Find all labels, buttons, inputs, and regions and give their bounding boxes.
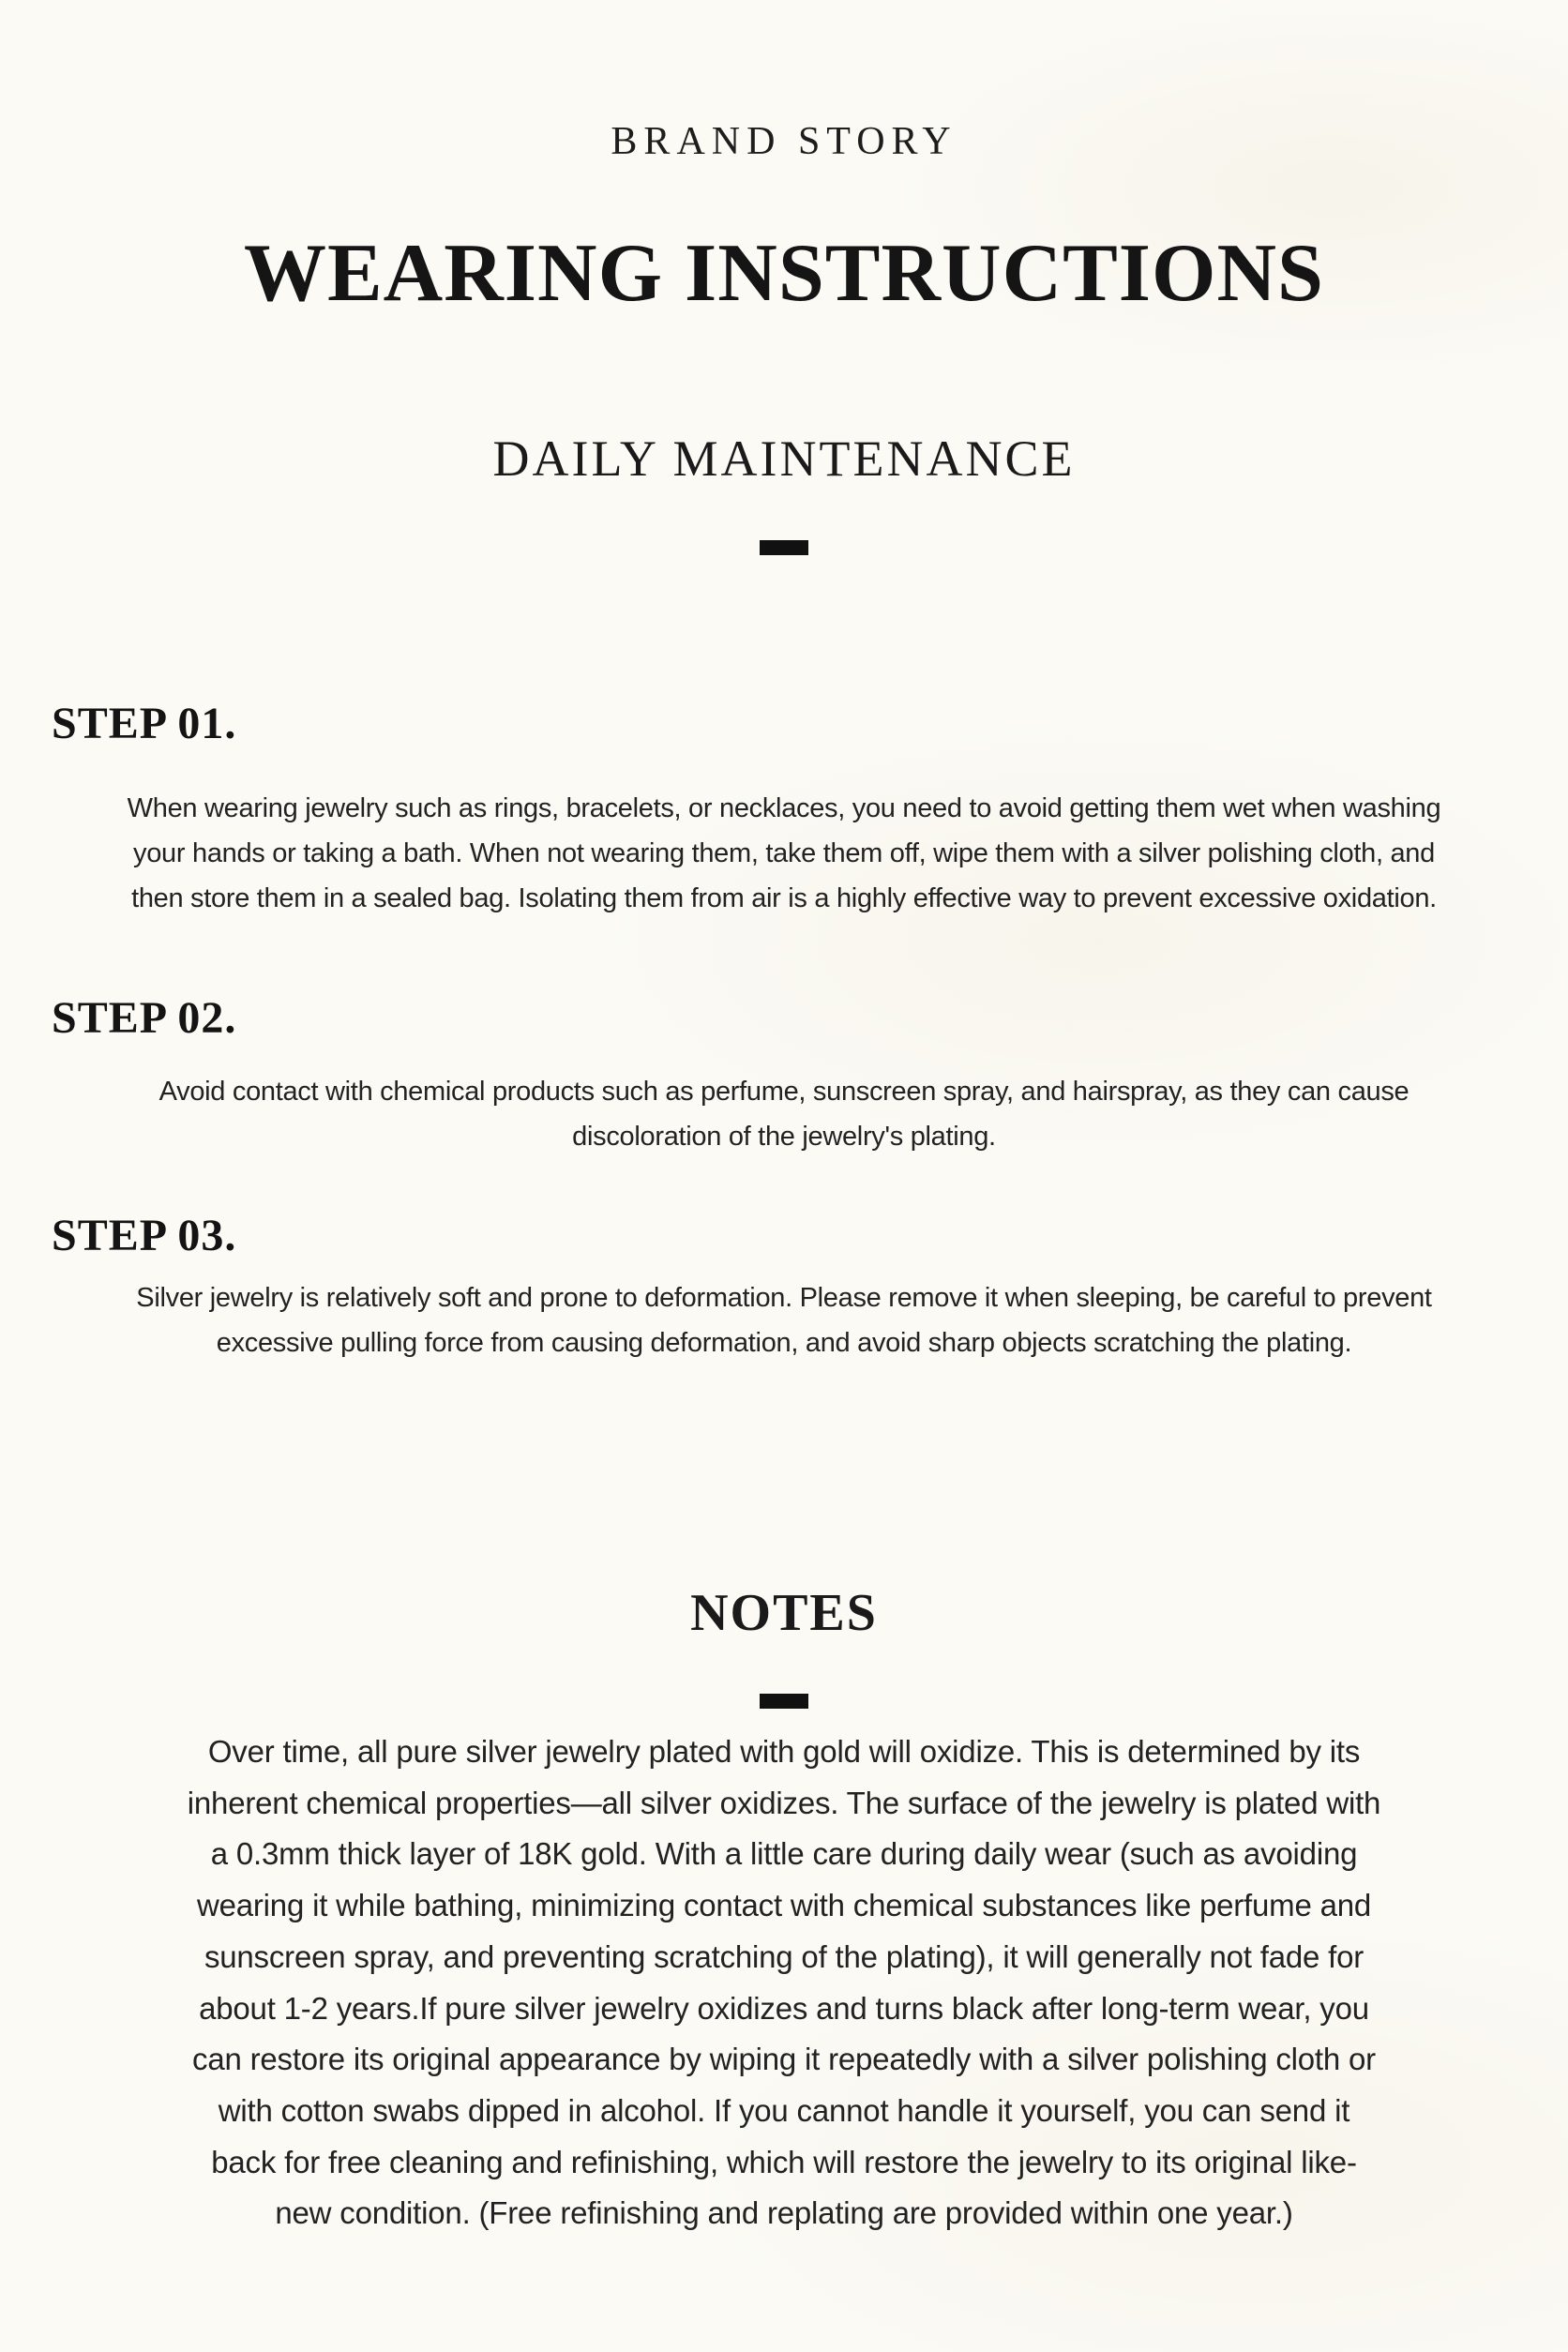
brand-story-eyebrow: BRAND STORY [611, 120, 957, 163]
step-02-line: Avoid contact with chemical products such as perfume, sunscreen spray, and hairspray, as they can cause [158, 1077, 1410, 1107]
step-01-line: your hands or taking a bath. When not wearing them, take them off, wipe them with a silver polishing cloth, and [133, 838, 1435, 868]
step-03-paragraph [0, 1275, 1568, 1365]
daily-maintenance-heading: DAILY MAINTENANCE [492, 430, 1076, 487]
step-03-line: Silver jewelry is relatively soft and prone to deformation. Please remove it when sleeping, be careful to prevent [136, 1283, 1432, 1313]
divider-bar [760, 540, 808, 555]
notes-line: a 0.3mm thick layer of 18K gold. With a little care during daily wear (such as avoiding [210, 1836, 1358, 1872]
notes-line: sunscreen spray, and preventing scratching of the plating), it will generally not fade for [204, 1938, 1364, 1974]
page-title: WEARING INSTRUCTIONS [243, 228, 1324, 319]
notes-paragraph [0, 1726, 1568, 2239]
notes-line: with cotton swabs dipped in alcohol. If you cannot handle it yourself, you can send it [218, 2092, 1350, 2128]
notes-line: back for free cleaning and refinishing, which will restore the jewelry to its original like- [211, 2144, 1357, 2179]
notes-line: about 1-2 years.If pure silver jewelry oxidizes and turns black after long-term wear, you [199, 1990, 1369, 2026]
notes-heading: NOTES [690, 1584, 878, 1642]
step-02-heading: STEP 02. [52, 993, 237, 1043]
step-03-heading: STEP 03. [52, 1211, 237, 1260]
notes-line: new condition. (Free refinishing and replating are provided within one year.) [275, 2195, 1293, 2231]
notes-line: wearing it while bathing, minimizing contact with chemical substances like perfume and [196, 1888, 1372, 1923]
step-03-line: excessive pulling force from causing deformation, and avoid sharp objects scratching the plating. [216, 1328, 1352, 1358]
notes-line: Over time, all pure silver jewelry plated with gold will oxidize. This is determined by its [207, 1734, 1361, 1769]
step-02-line: discoloration of the jewelry's plating. [572, 1122, 996, 1152]
step-02-paragraph [0, 1069, 1568, 1159]
step-01-paragraph [0, 786, 1568, 921]
notes-line: inherent chemical properties—all silver oxidizes. The surface of the jewelry is plated with [187, 1785, 1381, 1820]
step-01-line: When wearing jewelry such as rings, bracelets, or necklaces, you need to avoid getting them wet when washing [127, 793, 1441, 823]
notes-line: can restore its original appearance by wiping it repeatedly with a silver polishing cloth or [192, 2042, 1376, 2077]
step-01-line: then store them in a sealed bag. Isolating them from air is a highly effective way to prevent excessive oxidation. [131, 883, 1437, 913]
step-01-heading: STEP 01. [52, 699, 237, 748]
divider-bar [760, 1694, 808, 1709]
